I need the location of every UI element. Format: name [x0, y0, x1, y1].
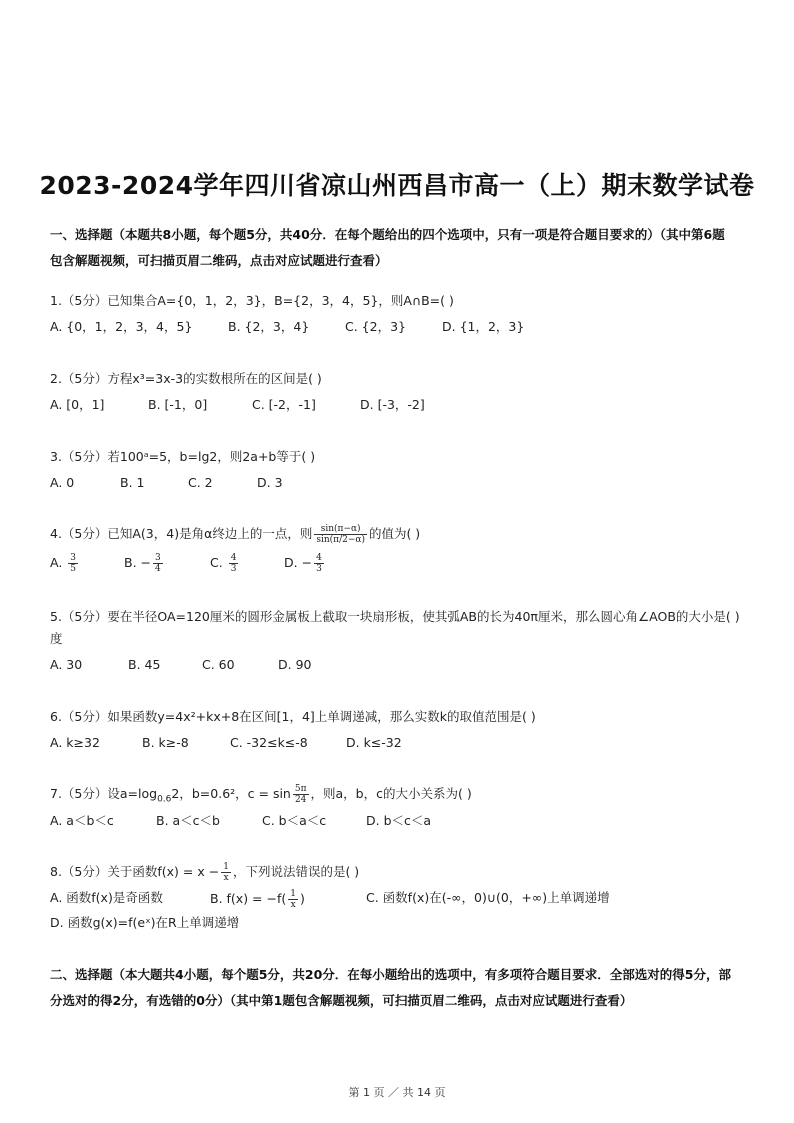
- question-4-stem-post: 的值为( ): [368, 526, 421, 541]
- question-7-fraction-num: 5π: [294, 784, 307, 794]
- question-8-fraction: [221, 862, 231, 883]
- question-4-option-c: [210, 553, 240, 574]
- option-fraction: [229, 553, 239, 574]
- option-letter: C.: [210, 555, 223, 570]
- question-4-stem: [50, 524, 420, 545]
- question-8-option-d: D. 函数g(x)=f(eˣ)在R上单调递增: [50, 915, 240, 930]
- option-b-post: ): [299, 891, 305, 906]
- option-fraction: [68, 553, 78, 574]
- question-1-stem: 1.（5分）已知集合A={0，1，2，3}，B={2，3，4，5}，则A∩B=( ): [50, 293, 454, 308]
- question-7-fraction: [293, 784, 309, 805]
- question-7-option-d: D. b＜c＜a: [366, 813, 432, 828]
- question-6-option-a: A. k≥32: [50, 735, 100, 750]
- fraction-den: 4: [155, 564, 161, 574]
- fraction-den: 5: [70, 564, 77, 574]
- question-3-option-d: D. 3: [257, 475, 283, 490]
- page-footer: 第 1 页 ／ 共 14 页: [348, 1086, 446, 1099]
- question-7-option-b: B. a＜c＜b: [156, 813, 220, 828]
- question-2-option-b: B. [-1，0]: [148, 397, 208, 412]
- question-8-fraction-den: x: [223, 873, 229, 883]
- question-8-stem-post: ，下列说法错误的是( ): [232, 864, 360, 879]
- fraction-num: 3: [155, 553, 161, 563]
- question-7-stem-pre: 7.（5分）设a=log: [50, 786, 158, 801]
- fraction-den: 3: [316, 564, 322, 574]
- question-8-option-a: A. 函数f(x)是奇函数: [50, 890, 163, 905]
- section-1-header: [50, 222, 750, 274]
- section-1-line-2: 包含解题视频，可扫描页眉二维码，点击对应试题进行查看）: [50, 253, 388, 268]
- question-2-option-c: C. [-2，-1]: [252, 397, 316, 412]
- question-1-option-d: D. {1，2，3}: [442, 319, 525, 334]
- fraction-num: 4: [316, 553, 322, 563]
- option-sign: −: [301, 555, 313, 570]
- question-1-option-b: B. {2，3，4}: [228, 319, 310, 334]
- question-6-option-d: D. k≤-32: [346, 735, 402, 750]
- question-4-fraction-den: sin(π/2−α): [316, 535, 365, 545]
- option-b-fraction: [288, 889, 298, 910]
- question-4-stem-pre: 4.（5分）已知A(3，4)是角α终边上的一点，则: [50, 526, 313, 541]
- question-3-stem: 3.（5分）若100ᵃ=5，b=lg2，则2a+b等于( ): [50, 449, 316, 464]
- question-8-option-c: C. 函数f(x)在(-∞，0)∪(0，+∞)上单调递增: [366, 890, 610, 905]
- section-2-line-1: 二、选择题（本大题共4小题，每个题5分，共20分．在每小题给出的选项中，有多项符合题目要求．全部选对的得5分，部: [50, 967, 731, 982]
- question-7-fraction-den: 24: [294, 795, 307, 805]
- question-2-option-a: A. [0，1]: [50, 397, 105, 412]
- question-4-option-a: [50, 553, 80, 574]
- question-7-option-a: A. a＜b＜c: [50, 813, 114, 828]
- question-4-option-b: [124, 553, 165, 574]
- question-7-stem-post: ，则a，b，c的大小关系为( ): [310, 786, 472, 801]
- question-3-option-c: C. 2: [188, 475, 213, 490]
- question-5-option-d: D. 90: [278, 657, 312, 672]
- option-fraction: [314, 553, 324, 574]
- question-4-fraction-num: sin(π−α): [314, 524, 367, 535]
- section-2-header: [50, 962, 750, 1014]
- question-5-option-b: B. 45: [128, 657, 161, 672]
- question-7-option-c: C. b＜a＜c: [262, 813, 327, 828]
- question-6-stem: 6.（5分）如果函数y=4x²+kx+8在区间[1，4]上单调递减，那么实数k的取值范围是( ): [50, 709, 536, 724]
- question-3-option-b: B. 1: [120, 475, 145, 490]
- fraction-num: 1: [290, 889, 296, 899]
- fraction-num: 4: [230, 553, 237, 563]
- fraction-den: x: [290, 900, 296, 910]
- question-8-stem: [50, 862, 359, 883]
- question-7-stem-mid: 2，b=0.6²，c = sin: [171, 786, 291, 801]
- question-4-fraction: [314, 524, 367, 545]
- question-5-stem-line-1: 5.（5分）要在半径OA=120厘米的圆形金属板上截取一块扇形板，使其弧AB的长为40π厘米，那么圆心角∠AOB的大小是( ): [50, 609, 740, 624]
- option-b-pre: B. f(x) = −f(: [210, 891, 287, 906]
- question-2-option-d: D. [-3，-2]: [360, 397, 425, 412]
- question-8-stem-pre: 8.（5分）关于函数f(x) = x −: [50, 864, 220, 879]
- option-fraction: [153, 553, 163, 574]
- fraction-den: 3: [230, 564, 237, 574]
- page-title: 2023-2024学年四川省凉山州西昌市高一（上）期末数学试卷: [39, 171, 755, 200]
- question-3-option-a: A. 0: [50, 475, 75, 490]
- question-4-option-d: [284, 553, 326, 574]
- question-1-option-c: C. {2，3}: [345, 319, 406, 334]
- question-8-fraction-num: 1: [223, 862, 229, 872]
- question-7-log-base: 0.6: [157, 794, 172, 805]
- option-letter: A.: [50, 555, 63, 570]
- option-letter: B.: [124, 555, 137, 570]
- option-sign: −: [140, 555, 152, 570]
- question-6-option-c: C. -32≤k≤-8: [230, 735, 308, 750]
- question-1-option-a: A. {0，1，2，3，4，5}: [50, 319, 193, 334]
- question-8-option-b: [210, 889, 305, 910]
- section-2-line-2: 分选对的得2分，有选错的0分）（其中第1题包含解题视频，可扫描页眉二维码，点击对应试题进行查看）: [50, 993, 633, 1008]
- section-1-line-1: 一、选择题（本题共8小题，每个题5分，共40分．在每个题给出的四个选项中，只有一项是符合题目要求的）（其中第6题: [50, 227, 725, 242]
- question-5-option-a: A. 30: [50, 657, 83, 672]
- question-2-stem: 2.（5分）方程x³=3x-3的实数根所在的区间是( ): [50, 371, 322, 386]
- question-5-option-c: C. 60: [202, 657, 235, 672]
- option-letter: D.: [284, 555, 298, 570]
- question-7-stem: [50, 784, 472, 809]
- question-6-option-b: B. k≥-8: [142, 735, 189, 750]
- question-5-stem-line-2: 度: [50, 631, 63, 646]
- fraction-num: 3: [70, 553, 77, 563]
